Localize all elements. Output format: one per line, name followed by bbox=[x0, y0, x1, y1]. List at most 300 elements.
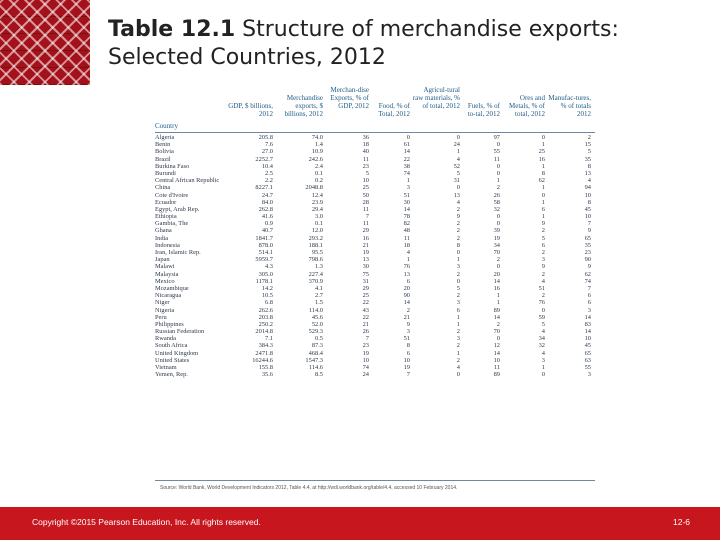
value-cell: 10.4 bbox=[261, 162, 273, 170]
value-cell: 0 bbox=[456, 249, 460, 256]
value-cell: 2.5 bbox=[265, 169, 273, 177]
value-cell: 305.0 bbox=[258, 270, 273, 278]
table-body bbox=[155, 134, 595, 378]
value-cell: 16244.6 bbox=[252, 356, 273, 364]
table-row bbox=[155, 328, 595, 335]
value-cell: 16 bbox=[493, 284, 500, 292]
value-cell: 94 bbox=[584, 184, 591, 192]
country-cell: Mexico bbox=[155, 277, 175, 285]
value-cell: 5 bbox=[541, 234, 545, 242]
value-cell: 13 bbox=[362, 256, 369, 264]
value-cell: 0.9 bbox=[265, 220, 273, 228]
table-row bbox=[155, 271, 595, 278]
value-cell: 29.4 bbox=[311, 205, 323, 213]
value-cell: 89 bbox=[493, 371, 500, 379]
table-row bbox=[155, 285, 595, 292]
value-cell: 2 bbox=[406, 306, 410, 314]
country-cell: Russian Federation bbox=[155, 328, 205, 336]
value-cell: 0 bbox=[496, 220, 500, 228]
value-cell: 14 bbox=[403, 148, 410, 156]
value-cell: 45 bbox=[584, 342, 591, 350]
value-cell: 2 bbox=[541, 270, 545, 278]
value-cell: 2 bbox=[587, 134, 591, 141]
value-cell: 84.0 bbox=[261, 198, 273, 206]
value-cell: 0.1 bbox=[315, 220, 323, 228]
value-cell: 2 bbox=[456, 328, 460, 336]
table-row bbox=[155, 235, 595, 242]
value-cell: 3 bbox=[406, 328, 410, 336]
value-cell: 6 bbox=[406, 277, 410, 285]
page-number: 12-6 bbox=[672, 517, 690, 527]
value-cell: 14.2 bbox=[261, 284, 273, 292]
value-cell: 26 bbox=[493, 191, 500, 199]
value-cell: 1841.7 bbox=[255, 234, 273, 242]
value-cell: 13 bbox=[403, 270, 410, 278]
value-cell: 32 bbox=[538, 342, 545, 350]
value-cell: 25 bbox=[538, 148, 545, 156]
value-cell: 1547.3 bbox=[305, 356, 323, 364]
value-cell: 22 bbox=[403, 155, 410, 163]
value-cell: 14 bbox=[493, 349, 500, 357]
value-cell: 4 bbox=[587, 177, 591, 185]
value-cell: 0 bbox=[541, 191, 545, 199]
country-cell: Brazil bbox=[155, 155, 171, 163]
value-cell: 2 bbox=[541, 227, 545, 235]
value-cell: 3.0 bbox=[315, 213, 323, 221]
value-cell: 23.9 bbox=[311, 198, 323, 206]
value-cell: 10 bbox=[584, 191, 591, 199]
value-cell: 59 bbox=[538, 313, 545, 321]
value-cell: 24 bbox=[453, 141, 460, 149]
value-cell: 9 bbox=[541, 263, 545, 271]
value-cell: 20 bbox=[493, 270, 500, 278]
table-row bbox=[155, 206, 595, 213]
country-cell: Peru bbox=[155, 313, 167, 321]
country-cell: Japan bbox=[155, 256, 170, 264]
value-cell: 1 bbox=[541, 184, 545, 192]
value-cell: 3 bbox=[541, 256, 545, 264]
value-cell: 62 bbox=[538, 177, 545, 185]
value-cell: 6 bbox=[406, 349, 410, 357]
value-cell: 18 bbox=[403, 241, 410, 249]
value-cell: 27.0 bbox=[261, 148, 273, 156]
value-cell: 4 bbox=[456, 198, 460, 206]
value-cell: 1 bbox=[456, 320, 460, 328]
value-cell: 38 bbox=[403, 162, 410, 170]
value-cell: 5 bbox=[587, 148, 591, 156]
value-cell: 384.3 bbox=[258, 342, 273, 350]
value-cell: 83 bbox=[584, 320, 591, 328]
value-cell: 1 bbox=[406, 177, 410, 185]
header-country: Country bbox=[155, 122, 178, 130]
value-cell: 0 bbox=[541, 371, 545, 379]
value-cell: 45.6 bbox=[311, 313, 323, 321]
value-cell: 19 bbox=[362, 249, 369, 256]
country-cell: Gambia, The bbox=[155, 220, 189, 228]
value-cell: 1 bbox=[541, 162, 545, 170]
value-cell: 2 bbox=[456, 227, 460, 235]
value-cell: 14 bbox=[403, 205, 410, 213]
value-cell: 30 bbox=[403, 198, 410, 206]
value-cell: 10 bbox=[584, 335, 591, 343]
value-cell: 95.5 bbox=[311, 249, 323, 256]
value-cell: 4 bbox=[541, 349, 545, 357]
value-cell: 13 bbox=[453, 191, 460, 199]
value-cell: 2471.8 bbox=[255, 349, 273, 357]
table-row bbox=[155, 134, 595, 141]
value-cell: 7 bbox=[587, 220, 591, 228]
value-cell: 20 bbox=[403, 284, 410, 292]
value-cell: 0 bbox=[406, 134, 410, 141]
value-cell: 529.3 bbox=[308, 328, 323, 336]
value-cell: 58 bbox=[493, 198, 500, 206]
value-cell: 2 bbox=[496, 320, 500, 328]
value-cell: 39 bbox=[493, 227, 500, 235]
table-row bbox=[155, 220, 595, 227]
value-cell: 4 bbox=[456, 155, 460, 163]
value-cell: 0 bbox=[496, 162, 500, 170]
value-cell: 14 bbox=[493, 277, 500, 285]
value-cell: 5 bbox=[456, 169, 460, 177]
value-cell: 43 bbox=[362, 306, 369, 314]
value-cell: 1 bbox=[456, 256, 460, 264]
table-row bbox=[155, 350, 595, 357]
country-cell: Malaysia bbox=[155, 270, 179, 278]
value-cell: 55 bbox=[584, 364, 591, 371]
value-cell: 23 bbox=[362, 342, 369, 350]
value-cell: 2.7 bbox=[315, 292, 323, 300]
table-row bbox=[155, 307, 595, 314]
country-cell: Bolivia bbox=[155, 148, 174, 156]
value-cell: 40.7 bbox=[261, 227, 273, 235]
value-cell: 30 bbox=[362, 263, 369, 271]
value-cell: 1.4 bbox=[315, 141, 323, 149]
table-row bbox=[155, 364, 595, 371]
country-cell: United States bbox=[155, 356, 190, 364]
value-cell: 1.5 bbox=[315, 299, 323, 307]
value-cell: 25 bbox=[362, 292, 369, 300]
value-cell: 55 bbox=[493, 148, 500, 156]
value-cell: 1 bbox=[496, 177, 500, 185]
value-cell: 36 bbox=[362, 134, 369, 141]
value-cell: 31 bbox=[362, 277, 369, 285]
value-cell: 10 bbox=[362, 177, 369, 185]
value-cell: 52 bbox=[453, 162, 460, 170]
value-cell: 3 bbox=[456, 299, 460, 307]
value-cell: 21 bbox=[362, 320, 369, 328]
value-cell: 31 bbox=[453, 177, 460, 185]
table-row bbox=[155, 199, 595, 206]
value-cell: 15 bbox=[584, 141, 591, 149]
value-cell: 242.6 bbox=[308, 155, 323, 163]
value-cell: 2 bbox=[456, 220, 460, 228]
value-cell: 2 bbox=[541, 249, 545, 256]
value-cell: 1 bbox=[541, 364, 545, 371]
value-cell: 25 bbox=[362, 184, 369, 192]
value-cell: 0 bbox=[496, 141, 500, 149]
table-row bbox=[155, 292, 595, 299]
table-row bbox=[155, 299, 595, 306]
value-cell: 8 bbox=[587, 198, 591, 206]
value-cell: 0 bbox=[541, 134, 545, 141]
value-cell: 35 bbox=[584, 155, 591, 163]
source-note: Source: World Bank, World Development Indicators 2012, Table 4.4, at http://wdi.worldbank.org/table/4.4, accessed 10 February 2014. bbox=[160, 485, 458, 491]
value-cell: 6.8 bbox=[265, 299, 273, 307]
value-cell: 11 bbox=[493, 155, 500, 163]
value-cell: 22 bbox=[362, 313, 369, 321]
value-cell: 75 bbox=[362, 270, 369, 278]
value-cell: 4.3 bbox=[265, 263, 273, 271]
country-cell: Iran, Islamic Rep. bbox=[155, 249, 201, 256]
value-cell: 8.5 bbox=[315, 371, 323, 379]
country-cell: Burkina Faso bbox=[155, 162, 190, 170]
value-cell: 0 bbox=[496, 263, 500, 271]
value-cell: 74 bbox=[403, 169, 410, 177]
value-cell: 22 bbox=[362, 299, 369, 307]
country-cell: Niger bbox=[155, 299, 170, 307]
value-cell: 70 bbox=[493, 249, 500, 256]
value-cell: 87.3 bbox=[311, 342, 323, 350]
value-cell: 4 bbox=[406, 249, 410, 256]
value-cell: 5 bbox=[456, 284, 460, 292]
value-cell: 4.1 bbox=[315, 284, 323, 292]
value-cell: 1 bbox=[496, 292, 500, 300]
table-row bbox=[155, 342, 595, 349]
value-cell: 89 bbox=[493, 306, 500, 314]
value-cell: 6 bbox=[587, 299, 591, 307]
table-row bbox=[155, 177, 595, 184]
value-cell: 3 bbox=[541, 356, 545, 364]
table-row bbox=[155, 371, 595, 378]
value-cell: 8 bbox=[406, 342, 410, 350]
country-cell: Nicaragua bbox=[155, 292, 182, 300]
value-cell: 32 bbox=[493, 205, 500, 213]
value-cell: 62 bbox=[584, 270, 591, 278]
value-cell: 50 bbox=[362, 191, 369, 199]
value-cell: 97 bbox=[493, 134, 500, 141]
header-manufactures: Manufac-tures, % of totals 2012 bbox=[548, 94, 591, 118]
value-cell: 9 bbox=[587, 263, 591, 271]
value-cell: 23 bbox=[584, 249, 591, 256]
value-cell: 48 bbox=[403, 227, 410, 235]
value-cell: 0 bbox=[541, 306, 545, 314]
value-cell: 11 bbox=[362, 205, 369, 213]
value-cell: 29 bbox=[362, 227, 369, 235]
value-cell: 0 bbox=[496, 169, 500, 177]
header-fuels: Fuels, % of to-tal, 2012 bbox=[467, 102, 500, 118]
title-text: Structure of merchandise exports: bbox=[242, 17, 619, 42]
value-cell: 4 bbox=[456, 364, 460, 371]
value-cell: 51 bbox=[403, 335, 410, 343]
value-cell: 468.4 bbox=[308, 349, 323, 357]
value-cell: 188.1 bbox=[308, 241, 323, 249]
value-cell: 10.9 bbox=[311, 148, 323, 156]
value-cell: 262.6 bbox=[258, 306, 273, 314]
country-cell: Rwanda bbox=[155, 335, 176, 343]
country-cell: India bbox=[155, 234, 169, 242]
country-cell: Ecuador bbox=[155, 198, 177, 206]
value-cell: 51 bbox=[538, 284, 545, 292]
value-cell: 2 bbox=[456, 342, 460, 350]
country-cell: Cote d'Ivoire bbox=[155, 191, 189, 199]
value-cell: 114.0 bbox=[308, 306, 323, 314]
footer-bar bbox=[0, 507, 720, 540]
table-row bbox=[155, 256, 595, 263]
value-cell: 34 bbox=[538, 335, 545, 343]
value-cell: 2 bbox=[456, 292, 460, 300]
value-cell: 52.0 bbox=[311, 320, 323, 328]
header-rule bbox=[155, 132, 595, 133]
value-cell: 2 bbox=[541, 292, 545, 300]
value-cell: 2014.8 bbox=[255, 328, 273, 336]
value-cell: 24 bbox=[362, 371, 369, 379]
table-row bbox=[155, 335, 595, 342]
value-cell: 61 bbox=[403, 141, 410, 149]
value-cell: 0 bbox=[456, 277, 460, 285]
value-cell: 0 bbox=[496, 213, 500, 221]
value-cell: 35 bbox=[584, 241, 591, 249]
value-cell: 6 bbox=[541, 205, 545, 213]
value-cell: 10 bbox=[493, 356, 500, 364]
value-cell: 3 bbox=[456, 335, 460, 343]
country-cell: Ghana bbox=[155, 227, 172, 235]
table-row bbox=[155, 263, 595, 270]
country-cell: South Africa bbox=[155, 342, 188, 350]
country-cell: China bbox=[155, 184, 171, 192]
header-ores-metals: Ores and Metals, % of total, 2012 bbox=[509, 94, 545, 118]
value-cell: 74.0 bbox=[311, 134, 323, 141]
value-cell: 51 bbox=[403, 191, 410, 199]
value-cell: 114.6 bbox=[308, 364, 323, 371]
value-cell: 2 bbox=[496, 256, 500, 264]
value-cell: 205.8 bbox=[258, 134, 273, 141]
value-cell: 155.8 bbox=[258, 364, 273, 371]
table-row bbox=[155, 148, 595, 155]
value-cell: 6 bbox=[541, 241, 545, 249]
header-agri-raw: Agricul-tural raw materials, % of total, 2012 bbox=[412, 86, 460, 110]
table-row bbox=[155, 314, 595, 321]
value-cell: 76 bbox=[538, 299, 545, 307]
value-cell: 10.5 bbox=[261, 292, 273, 300]
value-cell: 2.4 bbox=[315, 162, 323, 170]
value-cell: 19 bbox=[493, 234, 500, 242]
country-cell: Nigeria bbox=[155, 306, 175, 314]
table-row bbox=[155, 170, 595, 177]
value-cell: 29 bbox=[362, 284, 369, 292]
value-cell: 11 bbox=[493, 364, 500, 371]
value-cell: 21 bbox=[362, 241, 369, 249]
value-cell: 40 bbox=[362, 148, 369, 156]
value-cell: 7 bbox=[365, 213, 369, 221]
value-cell: 293.2 bbox=[308, 234, 323, 242]
value-cell: 0 bbox=[456, 184, 460, 192]
value-cell: 16 bbox=[362, 234, 369, 242]
copyright-text: Copyright ©2015 Pearson Education, Inc. All rights reserved. bbox=[32, 517, 261, 527]
value-cell: 78 bbox=[403, 213, 410, 221]
value-cell: 1 bbox=[541, 198, 545, 206]
country-cell: United Kingdom bbox=[155, 349, 199, 357]
value-cell: 65 bbox=[584, 234, 591, 242]
header-exports-pct-gdp: Merchan-dise Exports, % of GDP, 2012 bbox=[330, 86, 369, 110]
value-cell: 90 bbox=[403, 292, 410, 300]
country-cell: Mozambique bbox=[155, 284, 189, 292]
value-cell: 7 bbox=[587, 284, 591, 292]
value-cell: 63 bbox=[584, 356, 591, 364]
value-cell: 3 bbox=[456, 263, 460, 271]
value-cell: 65 bbox=[584, 349, 591, 357]
value-cell: 28 bbox=[362, 198, 369, 206]
value-cell: 8 bbox=[541, 169, 545, 177]
value-cell: 45 bbox=[584, 205, 591, 213]
value-cell: 5 bbox=[541, 320, 545, 328]
value-cell: 203.8 bbox=[258, 313, 273, 321]
value-cell: 3 bbox=[587, 306, 591, 314]
value-cell: 18 bbox=[362, 141, 369, 149]
value-cell: 1.3 bbox=[315, 263, 323, 271]
value-cell: 6 bbox=[587, 292, 591, 300]
value-cell: 4 bbox=[541, 277, 545, 285]
value-cell: 14 bbox=[584, 313, 591, 321]
value-cell: 76 bbox=[403, 263, 410, 271]
value-cell: 3 bbox=[587, 371, 591, 379]
country-cell: Egypt, Arab Rep. bbox=[155, 205, 200, 213]
value-cell: 74 bbox=[362, 364, 369, 371]
value-cell: 7 bbox=[365, 335, 369, 343]
value-cell: 6 bbox=[456, 306, 460, 314]
value-cell: 11 bbox=[362, 155, 369, 163]
value-cell: 12.4 bbox=[311, 191, 323, 199]
value-cell: 7.1 bbox=[265, 335, 273, 343]
value-cell: 4 bbox=[541, 328, 545, 336]
value-cell: 12.0 bbox=[311, 227, 323, 235]
table-row bbox=[155, 213, 595, 220]
decorative-pattern bbox=[0, 0, 90, 85]
value-cell: 14 bbox=[493, 313, 500, 321]
table-row bbox=[155, 357, 595, 364]
value-cell: 9 bbox=[456, 213, 460, 221]
value-cell: 8227.1 bbox=[255, 184, 273, 192]
value-cell: 9 bbox=[406, 320, 410, 328]
value-cell: 11 bbox=[362, 220, 369, 228]
value-cell: 19 bbox=[403, 364, 410, 371]
value-cell: 2 bbox=[496, 184, 500, 192]
value-cell: 0 bbox=[456, 134, 460, 141]
value-cell: 5959.7 bbox=[255, 256, 273, 264]
value-cell: 8 bbox=[587, 162, 591, 170]
value-cell: 798.6 bbox=[308, 256, 323, 264]
value-cell: 16 bbox=[538, 155, 545, 163]
value-cell: 5 bbox=[365, 169, 369, 177]
country-cell: Vietnam bbox=[155, 364, 177, 371]
value-cell: 14 bbox=[403, 299, 410, 307]
value-cell: 9 bbox=[587, 227, 591, 235]
value-cell: 0.2 bbox=[315, 177, 323, 185]
value-cell: 24.7 bbox=[261, 191, 273, 199]
value-cell: 34 bbox=[493, 241, 500, 249]
table-row bbox=[155, 321, 595, 328]
value-cell: 2048.8 bbox=[305, 184, 323, 192]
value-cell: 514.1 bbox=[258, 249, 273, 256]
value-cell: 82 bbox=[403, 220, 410, 228]
table-row bbox=[155, 278, 595, 285]
bottom-rule bbox=[155, 480, 595, 481]
value-cell: 13 bbox=[584, 169, 591, 177]
header-gdp: GDP, $ billions, 2012 bbox=[228, 102, 273, 118]
table-row bbox=[155, 242, 595, 249]
value-cell: 0 bbox=[496, 335, 500, 343]
exports-table bbox=[155, 80, 595, 480]
value-cell: 19 bbox=[362, 349, 369, 357]
